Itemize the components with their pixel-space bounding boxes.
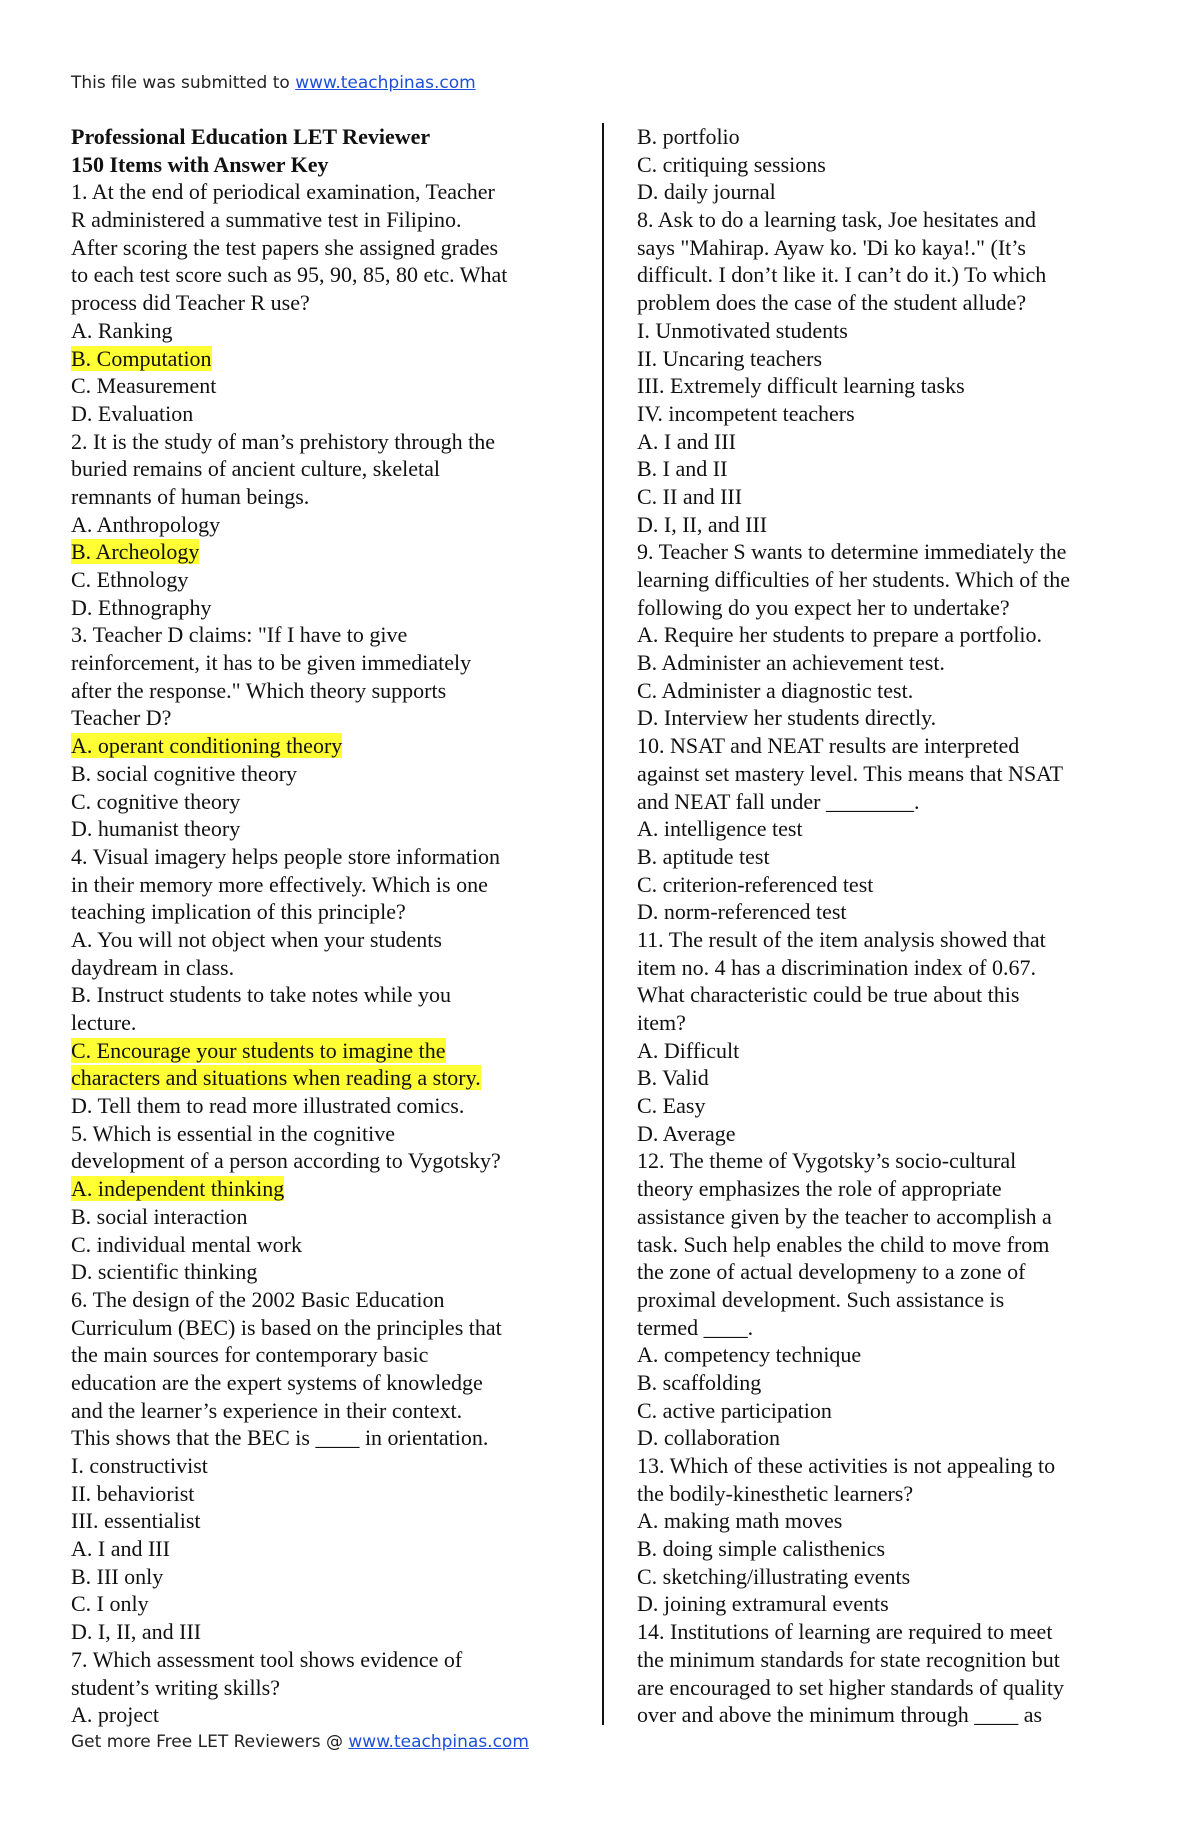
- line-text: 9. Teacher S wants to determine immediately the: [637, 539, 1067, 565]
- document-title-line: [71, 151, 586, 179]
- line-text: 1. At the end of periodical examination, Teacher: [71, 179, 495, 205]
- line-text: C. Administer a diagnostic test.: [637, 677, 914, 703]
- line-text: D. Tell them to read more illustrated comics.: [71, 1093, 465, 1119]
- line-text: A. I and III: [71, 1536, 170, 1562]
- line-text: C. Ethnology: [71, 567, 189, 592]
- text-line: [637, 1397, 1137, 1425]
- text-line: [637, 1674, 1137, 1702]
- text-line: [637, 871, 1137, 899]
- text-line: [637, 981, 1137, 1009]
- text-line: [637, 455, 1137, 483]
- line-text: D. collaboration: [637, 1425, 780, 1451]
- text-line: [71, 400, 586, 428]
- line-text: IV. incompetent teachers: [637, 400, 855, 426]
- line-text: student’s writing skills?: [71, 1674, 280, 1700]
- line-text: This shows that the BEC is ____ in orientation.: [71, 1425, 489, 1451]
- text-line: [637, 400, 1137, 428]
- text-line: [71, 926, 586, 954]
- text-line: [637, 1120, 1137, 1148]
- text-line: [637, 760, 1137, 788]
- line-text: learning difficulties of her students. Which of the: [637, 567, 1070, 592]
- text-line: [71, 898, 586, 926]
- line-text: D. norm-referenced test: [637, 899, 847, 925]
- text-line: [637, 649, 1137, 677]
- line-text: C. sketching/illustrating events: [637, 1563, 911, 1589]
- line-text: item?: [637, 1010, 686, 1035]
- text-line: [71, 843, 586, 871]
- line-text: B. I and II: [637, 456, 728, 482]
- answer-highlight: characters and situations when reading a story.: [71, 1065, 481, 1091]
- line-text: C. Easy: [637, 1093, 706, 1119]
- line-text: development of a person according to Vygotsky?: [71, 1148, 501, 1174]
- line-text: A. I and III: [637, 428, 736, 454]
- text-line: [71, 1092, 586, 1120]
- text-line: [71, 1646, 586, 1674]
- header-prefix: This file was submitted to: [71, 73, 296, 93]
- line-text: lecture.: [71, 1010, 137, 1035]
- line-text: difficult. I don’t like it. I can’t do it.) To which: [637, 262, 1047, 288]
- text-line: [71, 1424, 586, 1452]
- line-text: D. humanist theory: [71, 816, 241, 842]
- text-line: [71, 760, 586, 788]
- line-text: 5. Which is essential in the cognitive: [71, 1120, 396, 1146]
- line-text: 2. It is the study of man’s prehistory through the: [71, 428, 496, 454]
- text-line: [637, 1424, 1137, 1452]
- text-line: [637, 1009, 1137, 1037]
- line-text: B. doing simple calisthenics: [637, 1536, 886, 1562]
- text-line: [71, 234, 586, 262]
- line-text: A. project: [71, 1702, 159, 1728]
- text-line: [71, 1341, 586, 1369]
- line-text: C. cognitive theory: [71, 788, 241, 814]
- text-line: [637, 1203, 1137, 1231]
- line-text: A. Difficult: [637, 1037, 740, 1063]
- text-line: [637, 594, 1137, 622]
- line-text: B. aptitude test: [637, 843, 770, 869]
- line-text: C. critiquing sessions: [637, 151, 826, 177]
- text-line: [637, 1646, 1137, 1674]
- text-line: [71, 1507, 586, 1535]
- column-divider: [602, 123, 604, 1725]
- line-text: 6. The design of the 2002 Basic Education: [71, 1286, 445, 1312]
- right-column: [637, 123, 1137, 1729]
- text-line: [637, 178, 1137, 206]
- text-line: [637, 815, 1137, 843]
- text-line: [637, 483, 1137, 511]
- line-text: the zone of actual developmeny to a zone of: [637, 1259, 1026, 1285]
- text-line: [71, 1674, 586, 1702]
- line-text: C. Measurement: [71, 373, 217, 399]
- line-text: A. making math moves: [637, 1508, 843, 1534]
- text-line: [637, 898, 1137, 926]
- text-line: [71, 1286, 586, 1314]
- answer-highlight: B. Archeology: [71, 539, 200, 565]
- text-line: [71, 289, 586, 317]
- answer-highlight: B. Computation: [71, 345, 212, 371]
- line-text: 12. The theme of Vygotsky’s socio-cultural: [637, 1148, 1017, 1174]
- text-line: [71, 788, 586, 816]
- text-line: [637, 954, 1137, 982]
- text-line: [71, 317, 586, 345]
- line-text: theory emphasizes the role of appropriate: [637, 1176, 1002, 1202]
- text-line: [71, 1701, 586, 1729]
- line-text: D. Average: [637, 1120, 736, 1146]
- text-line: [71, 1258, 586, 1286]
- line-text: C. active participation: [637, 1397, 832, 1423]
- text-line: [71, 538, 586, 566]
- line-text: D. Evaluation: [71, 400, 194, 426]
- text-line: [637, 926, 1137, 954]
- line-text: reinforcement, it has to be given immediately: [71, 650, 472, 676]
- text-line: [71, 871, 586, 899]
- text-line: [71, 1120, 586, 1148]
- text-line: [71, 732, 586, 760]
- text-line: [637, 1175, 1137, 1203]
- line-text: A. intelligence test: [637, 816, 803, 842]
- text-line: [637, 372, 1137, 400]
- text-line: [637, 677, 1137, 705]
- header-link[interactable]: www.teachpinas.com: [295, 73, 476, 93]
- text-line: [637, 1618, 1137, 1646]
- text-line: [71, 677, 586, 705]
- line-text: A. competency technique: [637, 1342, 862, 1368]
- text-line: [637, 345, 1137, 373]
- line-text: to each test score such as 95, 90, 85, 80 etc. What: [71, 262, 508, 288]
- line-text: following do you expect her to undertake?: [637, 594, 1010, 620]
- line-text: III. essentialist: [71, 1508, 201, 1534]
- text-line: [637, 1231, 1137, 1259]
- text-line: [637, 1480, 1137, 1508]
- text-line: [637, 1590, 1137, 1618]
- text-line: [637, 289, 1137, 317]
- line-text: C. individual mental work: [71, 1231, 302, 1257]
- line-text: item no. 4 has a discrimination index of 0.67.: [637, 954, 1036, 980]
- text-line: [71, 1535, 586, 1563]
- text-line: [637, 1507, 1137, 1535]
- text-line: [71, 1037, 586, 1065]
- text-line: [637, 566, 1137, 594]
- line-text: B. scaffolding: [637, 1369, 762, 1395]
- text-line: [637, 1535, 1137, 1563]
- text-line: [71, 372, 586, 400]
- text-line: [71, 1231, 586, 1259]
- line-text: D. Interview her students directly.: [637, 705, 937, 731]
- line-text: education are the expert systems of knowledge: [71, 1369, 483, 1395]
- line-text: task. Such help enables the child to move from: [637, 1231, 1050, 1257]
- text-line: [71, 1064, 586, 1092]
- text-line: [71, 566, 586, 594]
- line-text: assistance given by the teacher to accomplish a: [637, 1203, 1052, 1229]
- text-line: [637, 1452, 1137, 1480]
- line-text: B. Administer an achievement test.: [637, 650, 945, 676]
- line-text: D. I, II, and III: [71, 1619, 202, 1645]
- line-text: 4. Visual imagery helps people store information: [71, 843, 501, 869]
- line-text: B. social interaction: [71, 1203, 248, 1229]
- line-text: in their memory more effectively. Which is one: [71, 871, 488, 897]
- line-text: B. social cognitive theory: [71, 760, 298, 786]
- line-text: problem does the case of the student allude?: [637, 290, 1027, 316]
- text-line: [637, 1341, 1137, 1369]
- text-line: [637, 1369, 1137, 1397]
- line-text: Professional Education LET Reviewer: [71, 124, 431, 149]
- text-line: [637, 1286, 1137, 1314]
- text-line: [71, 511, 586, 539]
- text-line: [71, 1563, 586, 1591]
- line-text: Teacher D?: [71, 705, 172, 731]
- line-text: A. You will not object when your students: [71, 926, 442, 952]
- line-text: 7. Which assessment tool shows evidence of: [71, 1646, 463, 1672]
- line-text: and NEAT fall under ________.: [637, 788, 920, 814]
- line-text: says "Mahirap. Ayaw ko. 'Di ko kaya!." (It’s: [637, 234, 1026, 260]
- line-text: R administered a summative test in Filipino.: [71, 207, 462, 233]
- line-text: B. III only: [71, 1563, 164, 1589]
- line-text: D. Ethnography: [71, 594, 212, 620]
- line-text: the minimum standards for state recognition but: [637, 1646, 1060, 1672]
- text-line: [71, 1590, 586, 1618]
- document-title-line: [71, 123, 586, 151]
- text-line: [71, 704, 586, 732]
- line-text: What characteristic could be true about this: [637, 982, 1020, 1008]
- footer-link[interactable]: www.teachpinas.com: [348, 1732, 529, 1752]
- text-line: [71, 1397, 586, 1425]
- text-line: [71, 345, 586, 373]
- text-line: [637, 621, 1137, 649]
- text-line: [637, 1701, 1137, 1729]
- text-line: [637, 151, 1137, 179]
- text-line: [637, 704, 1137, 732]
- line-text: process did Teacher R use?: [71, 290, 310, 316]
- line-text: A. Ranking: [71, 317, 173, 343]
- line-text: proximal development. Such assistance is: [637, 1286, 1005, 1312]
- line-text: After scoring the test papers she assigned grades: [71, 234, 499, 260]
- line-text: I. Unmotivated students: [637, 317, 848, 343]
- footer-note: [71, 1732, 529, 1752]
- line-text: the main sources for contemporary basic: [71, 1342, 429, 1368]
- line-text: 3. Teacher D claims: "If I have to give: [71, 622, 408, 648]
- line-text: B. portfolio: [637, 124, 740, 149]
- footer-prefix: Get more Free LET Reviewers @: [71, 1732, 349, 1752]
- answer-highlight: A. operant conditioning theory: [71, 733, 343, 759]
- line-text: C. criterion-referenced test: [637, 871, 874, 897]
- line-text: A. Require her students to prepare a portfolio.: [637, 622, 1043, 648]
- text-line: [71, 178, 586, 206]
- text-line: [71, 594, 586, 622]
- text-line: [637, 428, 1137, 456]
- text-line: [71, 954, 586, 982]
- line-text: 13. Which of these activities is not appealing to: [637, 1453, 1056, 1478]
- text-line: [71, 1480, 586, 1508]
- text-line: [637, 317, 1137, 345]
- text-line: [71, 1009, 586, 1037]
- line-text: D. I, II, and III: [637, 511, 768, 537]
- text-line: [637, 261, 1137, 289]
- line-text: are encouraged to set higher standards of quality: [637, 1674, 1065, 1700]
- line-text: D. daily journal: [637, 179, 776, 205]
- line-text: II. behaviorist: [71, 1480, 195, 1506]
- left-column: [71, 123, 586, 1729]
- line-text: termed ____.: [637, 1314, 754, 1340]
- text-line: [71, 815, 586, 843]
- text-line: [71, 1314, 586, 1342]
- text-line: [71, 981, 586, 1009]
- text-line: [637, 123, 1137, 151]
- line-text: and the learner’s experience in their context.: [71, 1397, 463, 1423]
- text-line: [637, 1037, 1137, 1065]
- text-line: [71, 483, 586, 511]
- text-line: [71, 621, 586, 649]
- line-text: 10. NSAT and NEAT results are interpreted: [637, 733, 1020, 759]
- text-line: [637, 1147, 1137, 1175]
- line-text: remnants of human beings.: [71, 483, 310, 509]
- answer-highlight: C. Encourage your students to imagine the: [71, 1037, 446, 1063]
- text-line: [637, 538, 1137, 566]
- text-line: [637, 511, 1137, 539]
- text-line: [71, 1203, 586, 1231]
- text-line: [71, 1147, 586, 1175]
- text-line: [637, 843, 1137, 871]
- text-line: [637, 1563, 1137, 1591]
- line-text: Curriculum (BEC) is based on the principles that: [71, 1314, 502, 1340]
- text-line: [637, 1314, 1137, 1342]
- line-text: against set mastery level. This means that NSAT: [637, 760, 1064, 786]
- text-line: [71, 1452, 586, 1480]
- text-line: [71, 1369, 586, 1397]
- text-line: [637, 234, 1137, 262]
- line-text: buried remains of ancient culture, skeletal: [71, 456, 440, 482]
- line-text: B. Instruct students to take notes while you: [71, 982, 452, 1008]
- text-line: [637, 206, 1137, 234]
- text-line: [637, 788, 1137, 816]
- header-note: [71, 73, 476, 93]
- answer-highlight: A. independent thinking: [71, 1176, 285, 1202]
- text-line: [71, 455, 586, 483]
- text-line: [637, 1258, 1137, 1286]
- line-text: II. Uncaring teachers: [637, 345, 823, 371]
- line-text: after the response." Which theory supports: [71, 677, 447, 703]
- line-text: teaching implication of this principle?: [71, 899, 406, 925]
- line-text: the bodily-kinesthetic learners?: [637, 1480, 914, 1506]
- text-line: [71, 649, 586, 677]
- line-text: 11. The result of the item analysis showed that: [637, 926, 1046, 952]
- text-line: [71, 261, 586, 289]
- text-line: [71, 206, 586, 234]
- line-text: 150 Items with Answer Key: [71, 151, 329, 177]
- line-text: 14. Institutions of learning are required to meet: [637, 1619, 1053, 1645]
- line-text: C. I only: [71, 1591, 149, 1617]
- text-line: [637, 1092, 1137, 1120]
- line-text: C. II and III: [637, 483, 743, 509]
- text-line: [71, 1618, 586, 1646]
- line-text: over and above the minimum through ____ as: [637, 1702, 1043, 1728]
- line-text: daydream in class.: [71, 954, 235, 980]
- text-line: [637, 1064, 1137, 1092]
- line-text: I. constructivist: [71, 1453, 208, 1478]
- text-line: [637, 732, 1137, 760]
- line-text: III. Extremely difficult learning tasks: [637, 373, 965, 399]
- line-text: 8. Ask to do a learning task, Joe hesitates and: [637, 207, 1036, 233]
- text-line: [71, 1175, 586, 1203]
- line-text: A. Anthropology: [71, 511, 221, 537]
- line-text: D. scientific thinking: [71, 1259, 258, 1285]
- line-text: D. joining extramural events: [637, 1591, 889, 1617]
- text-line: [71, 428, 586, 456]
- line-text: B. Valid: [637, 1065, 709, 1091]
